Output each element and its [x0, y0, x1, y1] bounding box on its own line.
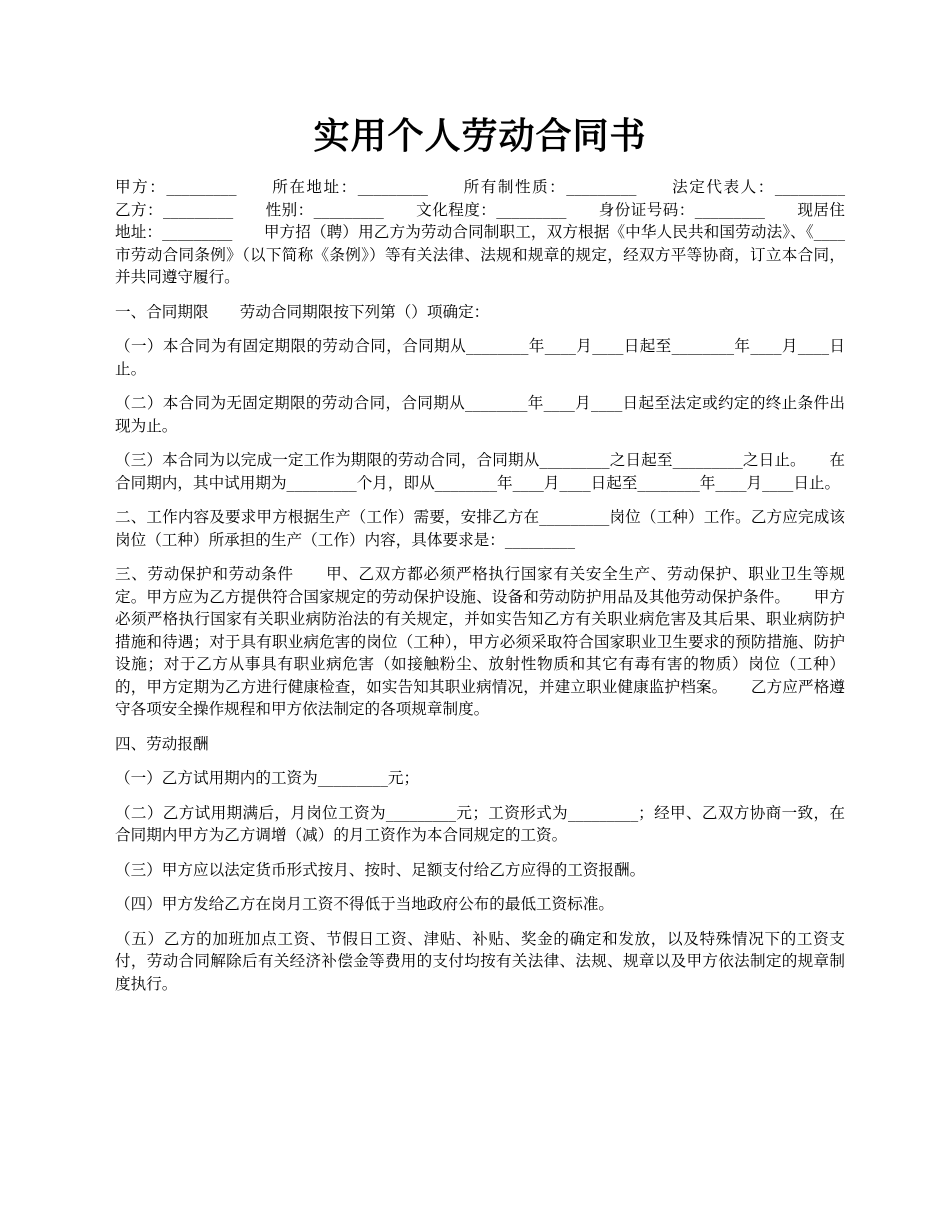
section-contract-term: 一、合同期限 劳动合同期限按下列第（）项确定： — [115, 302, 490, 321]
clause-task-term: （三）本合同为以完成一定工作为期限的劳动合同，合同期从_________之日起至_________之日止。 在合同期内，其中试用期为_________个月，即从________年____月____日起至________年____月____日止。 — [115, 451, 845, 492]
clause-minimum-wage: （四）甲方发给乙方在岗月工资不得低于当地政府公布的最低工资标准。 — [115, 895, 615, 913]
section-remuneration: 四、劳动报酬 — [115, 734, 209, 753]
clause-fixed-term: （一）本合同为有固定期限的劳动合同，合同期从________年____月____日起至________年____月____日止。 — [115, 337, 845, 378]
clause-open-term: （二）本合同为无固定期限的劳动合同，合同期从________年____月____日起至法定或约定的终止条件出现为止。 — [115, 394, 845, 435]
clause-post-wage: （二）乙方试用期满后，月岗位工资为_________元；工资形式为_________；经甲、乙双方协商一致，在合同期内甲方为乙方调增（减）的月工资作为本合同规定的工资。 — [115, 803, 845, 844]
section-labor-protection: 三、劳动保护和劳动条件 甲、乙双方都必须严格执行国家有关安全生产、劳动保护、职业卫生等规定。甲方应为乙方提供符合国家规定的劳动保护设施、设备和劳动防护用品及其他劳动保护条件。 甲方必须严格执行国家有关职业病防治法的有关规定，并如实告知乙方有关职业病危害及其后果、职业病防护措施和待遇；对于具有职业病危害的岗位（工种），甲方必须采取符合国家职业卫生要求的预防措施、防护设施；对于乙方从事具有职业病危害（如接触粉尘、放射性物质和其它有毒有害的物质）岗位（工种）的，甲方定期为乙方进行健康检查，如实告知其职业病情况，并建立职业健康监护档案。 乙方应严格遵守各项安全操作规程和甲方依法制定的各项规章制度。 — [115, 565, 845, 718]
clause-payment-form: （三）甲方应以法定货币形式按月、按时、足额支付给乙方应得的工资报酬。 — [115, 860, 646, 879]
section-work-content: 二、工作内容及要求甲方根据生产（工作）需要，安排乙方在_________岗位（工种）工作。乙方应完成该岗位（工种）所承担的生产（工作）内容，具体要求是：_________ — [115, 508, 845, 549]
document-page — [115, 110, 877, 1007]
preamble-paragraph: 甲方：_________ 所在地址：_________ 所有制性质：_________ 法定代表人：_________ 乙方：_________ 性别：_________ 文化程度：_________ 身份证号码：_________ 现居住地址：_________ 甲方招（聘）用乙方为劳动合同制职工，双方根据《中华人民共和国劳动法》、《____市劳动合同条例》（以下简称《条例》）等有关法律、法规和规章的规定，经双方平等协商，订立本合同，并共同遵守履行。 — [115, 178, 877, 286]
document-title: 实用个人劳动合同书 — [313, 115, 647, 157]
clause-overtime-pay: （五）乙方的加班加点工资、节假日工资、津贴、补贴、奖金的确定和发放，以及特殊情况下的工资支付，劳动合同解除后有关经济补偿金等费用的支付均按有关法律、法规、规章以及甲方依法制定的规章制度执行。 — [115, 929, 845, 993]
clause-probation-wage: （一）乙方试用期内的工资为_________元； — [115, 769, 420, 787]
